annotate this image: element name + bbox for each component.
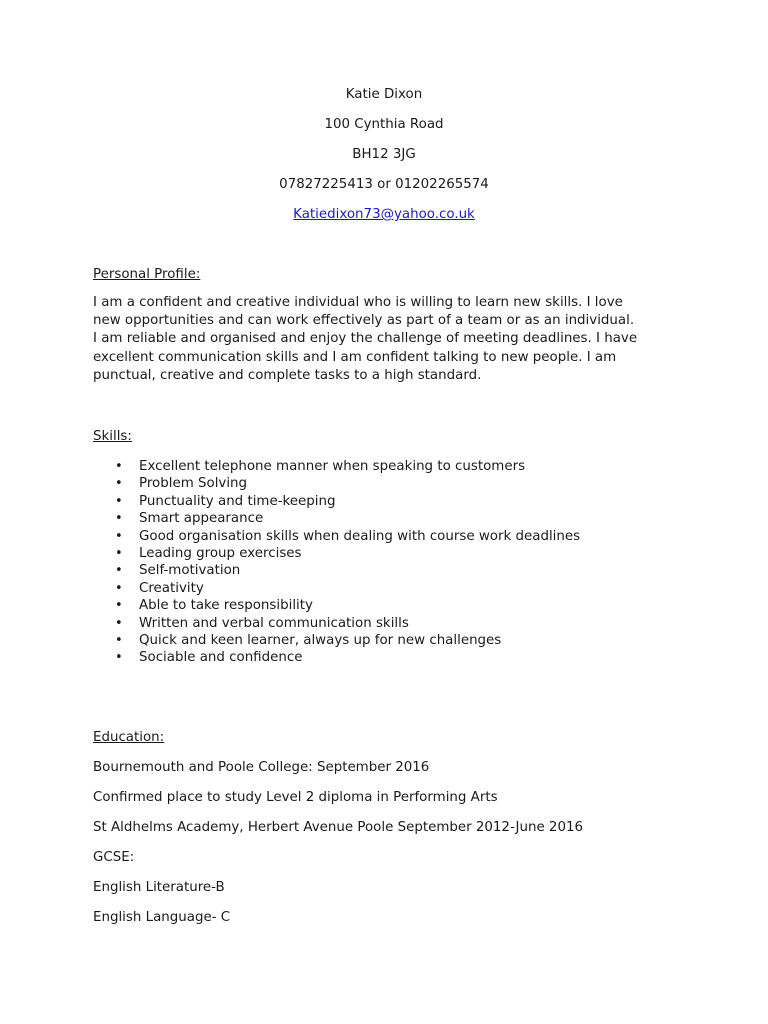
skill-text: Quick and keen learner, always up for new challenges bbox=[139, 632, 502, 648]
skill-text: Problem Solving bbox=[139, 476, 248, 492]
bullet-icon: • bbox=[115, 476, 123, 492]
profile-heading: Personal Profile: bbox=[93, 267, 201, 282]
contact-phone: 07827225413 or 01202265574 bbox=[279, 177, 489, 192]
profile-line: punctual, creative and complete tasks to a high standard. bbox=[93, 367, 482, 383]
skill-text: Excellent telephone manner when speaking to customers bbox=[139, 459, 526, 474]
education-line: English Language- C bbox=[93, 910, 231, 925]
skill-text: Punctuality and time-keeping bbox=[139, 493, 336, 509]
profile-line: new opportunities and can work effectively as part of a team or as an individual. bbox=[93, 313, 635, 329]
bullet-icon: • bbox=[115, 615, 123, 631]
skill-text: Creativity bbox=[139, 580, 204, 596]
bullet-icon: • bbox=[115, 632, 123, 648]
education-line: GCSE: bbox=[93, 850, 135, 865]
bullet-icon: • bbox=[115, 511, 123, 527]
education-line: Bournemouth and Poole College: September 2016 bbox=[93, 760, 430, 775]
bullet-icon: • bbox=[115, 598, 123, 614]
profile-line: I am a confident and creative individual who is willing to learn new skills. I love bbox=[93, 295, 623, 310]
bullet-icon: • bbox=[115, 563, 123, 579]
education-heading: Education: bbox=[93, 730, 165, 745]
education-line: English Literature-B bbox=[93, 880, 225, 895]
bullet-icon: • bbox=[115, 545, 123, 561]
contact-address: 100 Cynthia Road bbox=[324, 117, 444, 132]
skills-heading: Skills: bbox=[93, 429, 132, 444]
contact-postcode: BH12 3JG bbox=[352, 147, 416, 162]
skill-text: Written and verbal communication skills bbox=[139, 615, 409, 631]
skill-text: Sociable and confidence bbox=[139, 650, 303, 666]
skill-text: Leading group exercises bbox=[139, 545, 302, 561]
profile-line: excellent communication skills and I am confident talking to new people. I am bbox=[93, 349, 617, 365]
skill-text: Able to take responsibility bbox=[139, 598, 313, 614]
profile-paragraph bbox=[93, 294, 678, 385]
contact-email-link[interactable]: Katiedixon73@yahoo.co.uk bbox=[293, 207, 475, 222]
skill-text: Good organisation skills when dealing with course work deadlines bbox=[139, 528, 581, 544]
bullet-icon: • bbox=[115, 493, 123, 509]
bullet-icon: • bbox=[115, 580, 123, 596]
bullet-icon: • bbox=[115, 528, 123, 544]
bullet-icon: • bbox=[115, 459, 123, 474]
contact-email-row bbox=[0, 206, 768, 224]
education-line: Confirmed place to study Level 2 diploma in Performing Arts bbox=[93, 790, 498, 805]
contact-name: Katie Dixon bbox=[345, 87, 423, 102]
education-line: St Aldhelms Academy, Herbert Avenue Poole September 2012-June 2016 bbox=[93, 820, 584, 835]
skill-text: Self-motivation bbox=[139, 563, 241, 579]
bullet-icon: • bbox=[115, 650, 123, 666]
profile-line: I am reliable and organised and enjoy the challenge of meeting deadlines. I have bbox=[93, 331, 638, 347]
skill-text: Smart appearance bbox=[139, 511, 264, 527]
